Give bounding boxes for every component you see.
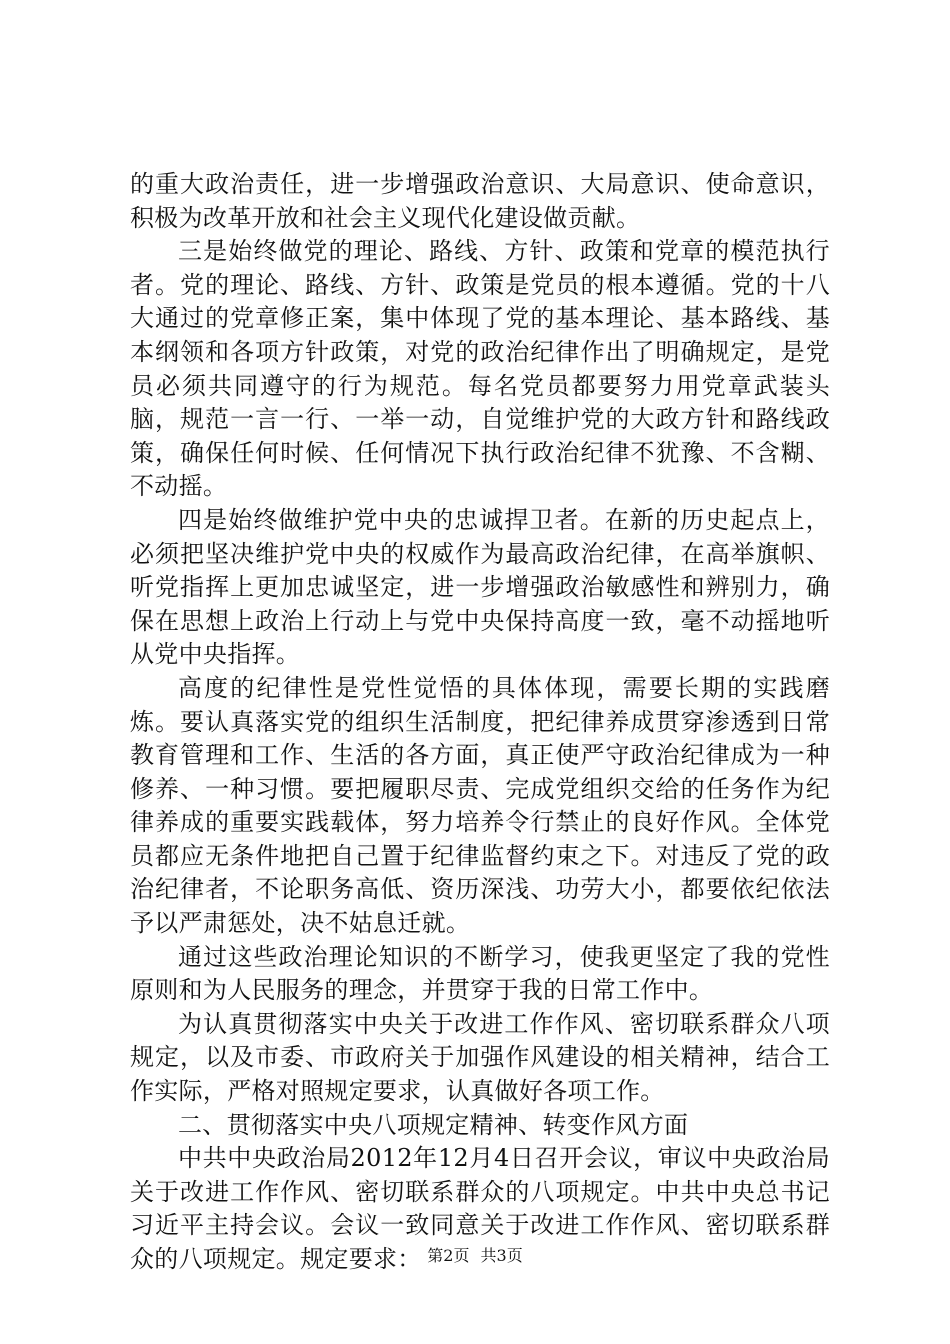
- paragraph-6: 为认真贯彻落实中央关于改进工作作风、密切联系群众八项规定，以及市委、市政府关于加强作风建设的相关精神，结合工作实际，严格对照规定要求，认真做好各项工作。: [130, 1009, 830, 1106]
- document-body: [130, 168, 830, 1277]
- paragraph-1: 的重大政治责任，进一步增强政治意识、大局意识、使命意识，积极为改革开放和社会主义现代化建设做贡献。: [130, 170, 830, 232]
- page-total: 共3页: [480, 1246, 523, 1265]
- paragraph-7: 中共中央政治局2012年12月4日召开会议，审议中央政治局关于改进工作作风、密切联系群众的八项规定。中共中央总书记习近平主持会议。会议一致同意关于改进工作作风、密切联系群众的八项规定。规定要求：: [130, 1144, 830, 1273]
- section-heading: 二、贯彻落实中央八项规定精神、转变作风方面: [178, 1110, 689, 1139]
- paragraph-4: 高度的纪律性是党性觉悟的具体体现，需要长期的实践磨炼。要认真落实党的组织生活制度，把纪律养成贯穿渗透到日常教育管理和工作、生活的各方面，真正使严守政治纪律成为一种修养、一种习惯。要把履职尽责、完成党组织交给的任务作为纪律养成的重要实践载体，努力培养令行禁止的良好作风。全体党员都应无条件地把自己置于纪律监督约束之下。对违反了党的政治纪律者，不论职务高低、资历深浅、功劳大小，都要依纪依法予以严肃惩处，决不姑息迁就。: [130, 673, 830, 938]
- paragraph-3: 四是始终做维护党中央的忠诚捍卫者。在新的历史起点上，必须把坚决维护党中央的权威作为最高政治纪律，在高举旗帜、听党指挥上更加忠诚坚定，进一步增强政治敏感性和辨别力，确保在思想上政治上行动上与党中央保持高度一致，毫不动摇地听从党中央指挥。: [130, 505, 830, 669]
- page-number: 第2页: [427, 1246, 470, 1265]
- paragraph-5: 通过这些政治理论知识的不断学习，使我更坚定了我的党性原则和为人民服务的理念，并贯穿于我的日常工作中。: [130, 942, 830, 1005]
- page-footer: [0, 1246, 950, 1266]
- paragraph-2: 三是始终做党的理论、路线、方针、政策和党章的模范执行者。党的理论、路线、方针、政策是党员的根本遵循。党的十八大通过的党章修正案，集中体现了党的基本理论、基本路线、基本纲领和各项方针政策，对党的政治纪律作出了明确规定，是党员必须共同遵守的行为规范。每名党员都要努力用党章武装头脑，规范一言一行、一举一动，自觉维护党的大政方针和路线政策，确保任何时候、任何情况下执行政治纪律不犹豫、不含糊、不动摇。: [130, 237, 830, 501]
